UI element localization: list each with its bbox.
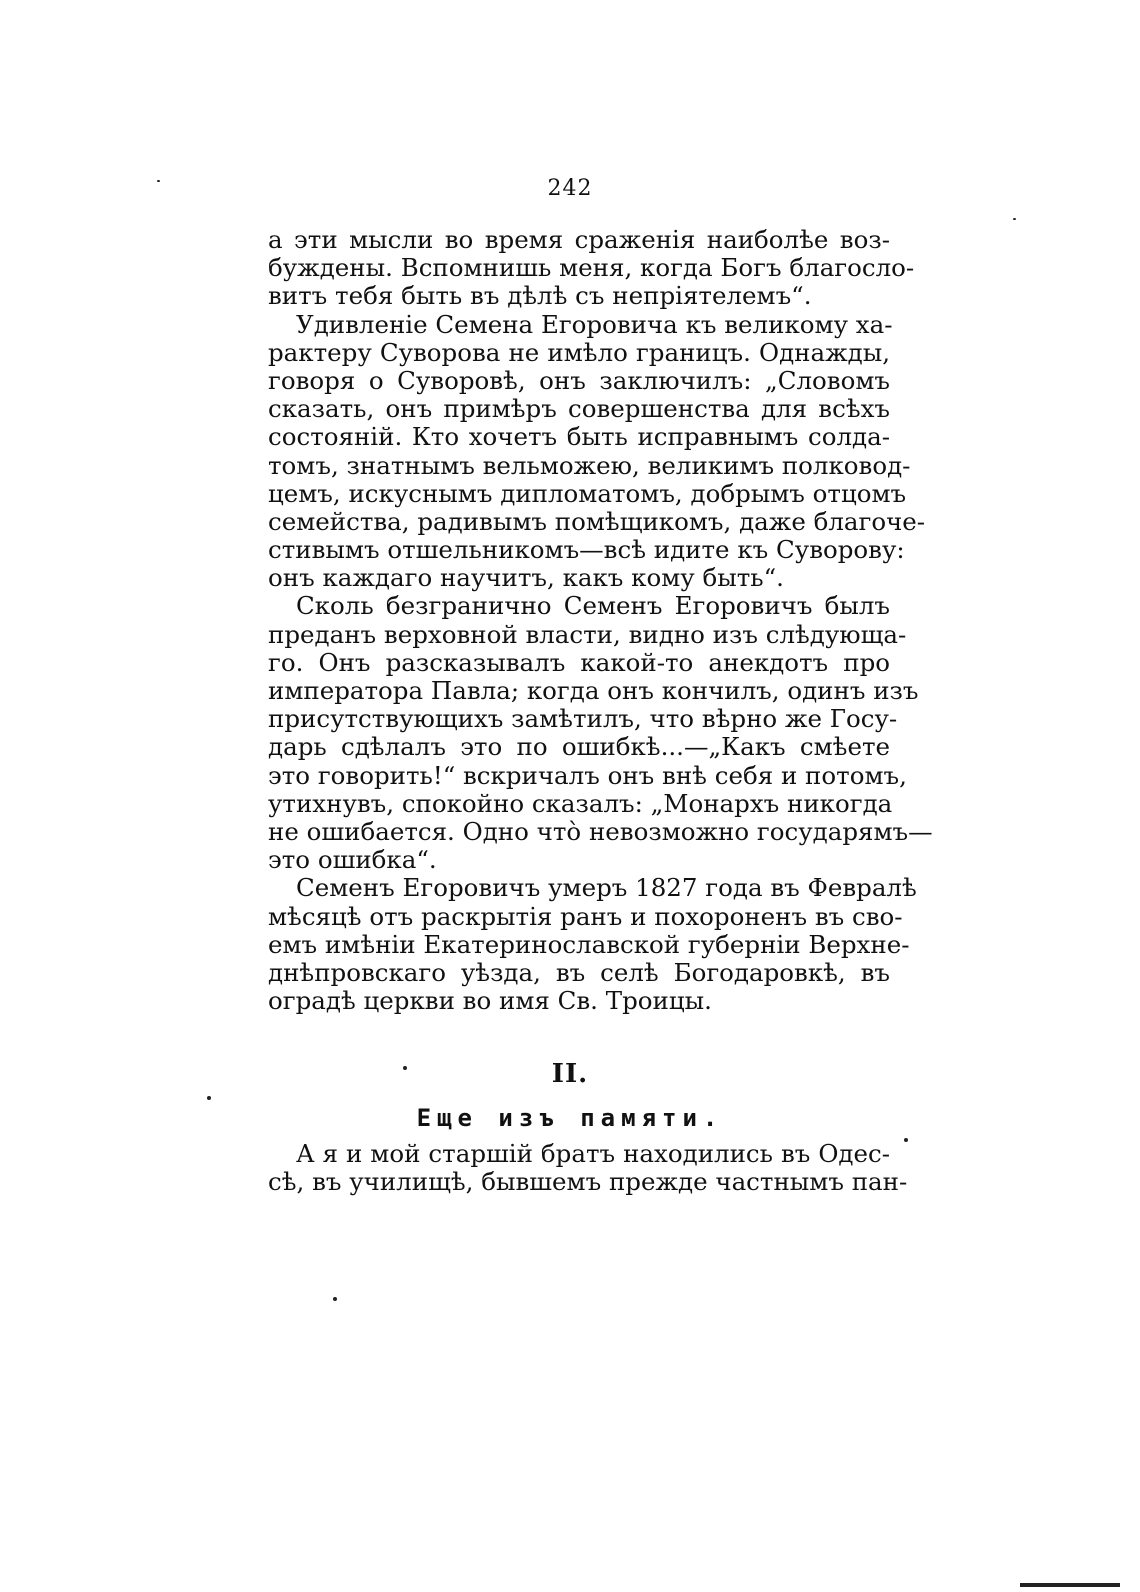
text-line: днѣпровскаго уѣзда, въ селѣ Богодаровкѣ, въ — [268, 957, 890, 987]
text-line: утихнувъ, спокойно сказалъ: „Монархъ никогда — [268, 788, 893, 818]
scan-speck — [403, 1066, 407, 1070]
text-line: Удивленіе Семена Егоровича къ великому ха- — [296, 309, 893, 339]
section-title: Еще изъ памяти. — [416, 1104, 724, 1132]
main-text — [268, 225, 933, 1016]
section-text — [268, 1139, 908, 1197]
text-line: дарь сдѣлалъ это по ошибкѣ...—„Какъ смѣете — [268, 732, 890, 762]
text-line: это ошибка“. — [268, 845, 437, 875]
text-line: присутствующихъ замѣтилъ, что вѣрно же Госу- — [268, 704, 898, 734]
text-line: императора Павла; когда онъ кончилъ, одинъ изъ — [268, 676, 919, 705]
text-line: это говорить!“ вскричалъ онъ внѣ себя и потомъ, — [268, 760, 907, 790]
text-line: го. Онъ разсказывалъ какой-то анекдотъ про — [268, 647, 890, 677]
text-line: состояній. Кто хочетъ быть исправнымъ солда- — [268, 422, 890, 452]
section-number: II. — [551, 1059, 589, 1089]
text-line: цемъ, искуснымъ дипломатомъ, добрымъ отцомъ — [268, 478, 907, 508]
text-line: семейства, радивымъ помѣщикомъ, даже благоче- — [268, 506, 926, 536]
text-line: говоря о Суворовѣ, онъ заключилъ: „Словомъ — [268, 365, 890, 395]
text-line: не ошибается. Одно что̀ невозможно государямъ— — [268, 816, 933, 846]
text-line: сказать, онъ примѣръ совершенства для всѣхъ — [268, 394, 890, 424]
text-line: а эти мысли во время сраженія наиболѣе воз- — [268, 225, 890, 254]
scan-speck — [1013, 218, 1016, 220]
text-line: онъ каждаго научитъ, какъ кому быть“. — [268, 563, 784, 593]
text-line: Сколь безгранично Семенъ Егоровичъ былъ — [296, 591, 890, 621]
text-line: рактеру Суворова не имѣло границъ. Однажды, — [268, 337, 890, 367]
page-number: 242 — [547, 176, 593, 201]
text-line: А я и мой старшій братъ находились въ Одес- — [296, 1139, 890, 1168]
text-line: мѣсяцѣ отъ раскрытія ранъ и похороненъ въ сво- — [268, 901, 903, 931]
scan-speck — [1020, 1583, 1120, 1587]
text-line: сѣ, въ училищѣ, бывшемъ прежде частнымъ пан- — [268, 1167, 908, 1197]
scan-speck — [904, 1138, 908, 1142]
text-line: оградѣ церкви во имя Св. Троицы. — [268, 986, 712, 1016]
text-line: преданъ верховной власти, видно изъ слѣдующа- — [268, 619, 907, 649]
text-line: Семенъ Егоровичъ умеръ 1827 года въ Февралѣ — [296, 873, 917, 903]
text-line: томъ, знатнымъ вельможею, великимъ полковод- — [268, 450, 911, 480]
text-line: буждены. Вспомнишь меня, когда Богъ благосло- — [268, 253, 915, 283]
text-line: стивымъ отшельникомъ—всѣ идите къ Суворову: — [268, 535, 905, 565]
scan-speck — [207, 1096, 211, 1100]
text-line: витъ тебя быть въ дѣлѣ съ непріятелемъ“. — [268, 281, 812, 311]
scan-speck — [157, 180, 160, 182]
text-line: емъ имѣніи Екатеринославской губерніи Верхне- — [268, 929, 910, 959]
scan-speck — [333, 1297, 337, 1301]
